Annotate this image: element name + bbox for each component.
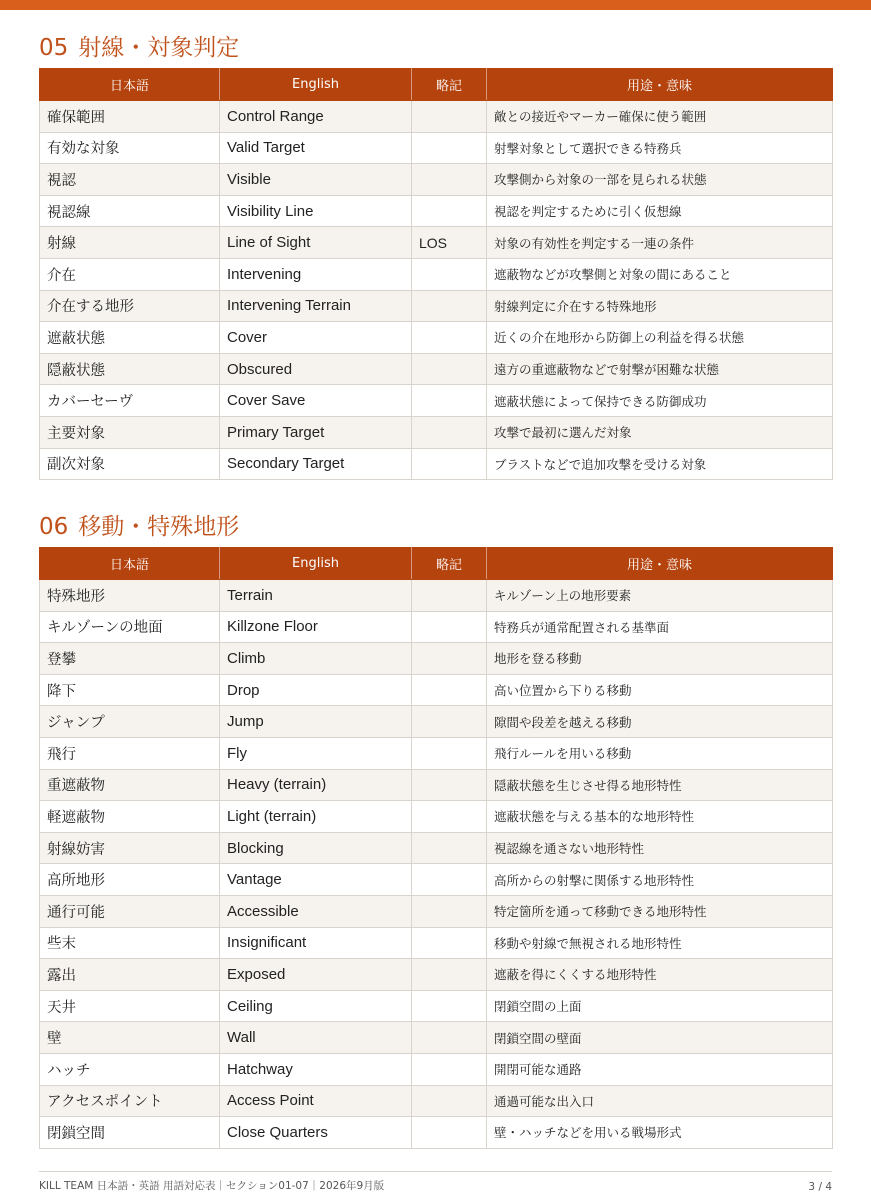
- term-abbreviation: [412, 385, 487, 417]
- term-english: Killzone Floor: [220, 611, 412, 643]
- term-abbreviation: [412, 448, 487, 480]
- term-meaning: 近くの介在地形から防御上の利益を得る状態: [487, 322, 833, 354]
- term-japanese: 特殊地形: [40, 580, 220, 612]
- term-english: Close Quarters: [220, 1117, 412, 1149]
- term-abbreviation: [412, 769, 487, 801]
- term-english: Ceiling: [220, 990, 412, 1022]
- term-english: Cover Save: [220, 385, 412, 417]
- term-abbreviation: [412, 322, 487, 354]
- term-english: Cover: [220, 322, 412, 354]
- term-japanese: 重遮蔽物: [40, 769, 220, 801]
- term-meaning: 飛行ルールを用いる移動: [487, 737, 833, 769]
- term-meaning: 特務兵が通常配置される基準面: [487, 611, 833, 643]
- table-row: [40, 706, 833, 738]
- table-row: [40, 927, 833, 959]
- term-abbreviation: [412, 290, 487, 322]
- term-abbreviation: [412, 801, 487, 833]
- term-abbreviation: [412, 611, 487, 643]
- term-meaning: 移動や射線で無視される地形特性: [487, 927, 833, 959]
- section-heading: 移動・特殊地形: [78, 514, 240, 540]
- table-row: [40, 448, 833, 480]
- term-english: Vantage: [220, 864, 412, 896]
- term-japanese: 副次対象: [40, 448, 220, 480]
- term-abbreviation: [412, 195, 487, 227]
- term-english: Intervening Terrain: [220, 290, 412, 322]
- term-abbreviation: [412, 927, 487, 959]
- term-japanese: 天井: [40, 990, 220, 1022]
- term-english: Wall: [220, 1022, 412, 1054]
- term-japanese: 軽遮蔽物: [40, 801, 220, 833]
- term-english: Line of Sight: [220, 227, 412, 259]
- term-english: Secondary Target: [220, 448, 412, 480]
- term-english: Terrain: [220, 580, 412, 612]
- header-japanese: 日本語: [40, 548, 220, 580]
- section-05: [39, 28, 832, 480]
- term-japanese: キルゾーンの地面: [40, 611, 220, 643]
- term-abbreviation: [412, 990, 487, 1022]
- table-row: [40, 353, 833, 385]
- term-japanese: 主要対象: [40, 416, 220, 448]
- table-row: [40, 132, 833, 164]
- glossary-table: [39, 68, 833, 480]
- section-title: [39, 507, 832, 547]
- term-abbreviation: [412, 353, 487, 385]
- table-row: [40, 864, 833, 896]
- term-meaning: 閉鎖空間の上面: [487, 990, 833, 1022]
- term-japanese: 介在する地形: [40, 290, 220, 322]
- term-japanese: 遮蔽状態: [40, 322, 220, 354]
- term-abbreviation: [412, 706, 487, 738]
- table-row: [40, 643, 833, 675]
- table-header-row: [40, 69, 833, 101]
- term-meaning: 遮蔽を得にくくする地形特性: [487, 959, 833, 991]
- table-row: [40, 164, 833, 196]
- table-row: [40, 1117, 833, 1149]
- section-heading: 射線・対象判定: [78, 35, 240, 61]
- term-japanese: 高所地形: [40, 864, 220, 896]
- term-english: Hatchway: [220, 1053, 412, 1085]
- term-english: Blocking: [220, 832, 412, 864]
- table-header-row: [40, 548, 833, 580]
- term-japanese: 射線妨害: [40, 832, 220, 864]
- term-japanese: アクセスポイント: [40, 1085, 220, 1117]
- term-abbreviation: [412, 643, 487, 675]
- table-row: [40, 769, 833, 801]
- table-row: [40, 1053, 833, 1085]
- term-meaning: 視認線を通さない地形特性: [487, 832, 833, 864]
- table-row: [40, 416, 833, 448]
- table-row: [40, 990, 833, 1022]
- term-english: Valid Target: [220, 132, 412, 164]
- table-row: [40, 580, 833, 612]
- term-japanese: 些末: [40, 927, 220, 959]
- term-english: Visible: [220, 164, 412, 196]
- term-japanese: 射線: [40, 227, 220, 259]
- table-row: [40, 895, 833, 927]
- term-japanese: 有効な対象: [40, 132, 220, 164]
- term-abbreviation: [412, 416, 487, 448]
- term-japanese: 登攀: [40, 643, 220, 675]
- term-meaning: 射線判定に介在する特殊地形: [487, 290, 833, 322]
- table-row: [40, 385, 833, 417]
- term-english: Exposed: [220, 959, 412, 991]
- term-japanese: 降下: [40, 674, 220, 706]
- term-japanese: ジャンプ: [40, 706, 220, 738]
- term-meaning: 遮蔽物などが攻撃側と対象の間にあること: [487, 258, 833, 290]
- term-meaning: 高い位置から下りる移動: [487, 674, 833, 706]
- term-abbreviation: [412, 580, 487, 612]
- header-meaning: 用途・意味: [487, 69, 833, 101]
- term-meaning: 高所からの射撃に関係する地形特性: [487, 864, 833, 896]
- term-abbreviation: [412, 1117, 487, 1149]
- term-meaning: 遠方の重遮蔽物などで射撃が困難な状態: [487, 353, 833, 385]
- term-english: Heavy (terrain): [220, 769, 412, 801]
- term-japanese: 壁: [40, 1022, 220, 1054]
- term-english: Obscured: [220, 353, 412, 385]
- term-meaning: 敵との接近やマーカー確保に使う範囲: [487, 101, 833, 133]
- term-meaning: 隙間や段差を越える移動: [487, 706, 833, 738]
- term-abbreviation: [412, 959, 487, 991]
- term-abbreviation: [412, 674, 487, 706]
- page-footer: [39, 1171, 832, 1193]
- term-meaning: 攻撃で最初に選んだ対象: [487, 416, 833, 448]
- term-english: Light (terrain): [220, 801, 412, 833]
- footer-document-title: KILL TEAM 日本語・英語 用語対応表｜セクション01-07｜2026年9月版: [39, 1180, 385, 1192]
- table-row: [40, 611, 833, 643]
- term-japanese: 飛行: [40, 737, 220, 769]
- table-row: [40, 101, 833, 133]
- term-abbreviation: [412, 132, 487, 164]
- term-abbreviation: [412, 1022, 487, 1054]
- term-abbreviation: [412, 1053, 487, 1085]
- term-abbreviation: [412, 101, 487, 133]
- term-japanese: 視認: [40, 164, 220, 196]
- page-number: 3 / 4: [808, 1181, 832, 1193]
- term-english: Insignificant: [220, 927, 412, 959]
- term-japanese: 隠蔽状態: [40, 353, 220, 385]
- glossary-table: [39, 547, 833, 1149]
- section-title: [39, 28, 832, 68]
- term-english: Access Point: [220, 1085, 412, 1117]
- table-row: [40, 258, 833, 290]
- section-number: 06: [39, 514, 69, 540]
- term-japanese: 確保範囲: [40, 101, 220, 133]
- term-abbreviation: [412, 164, 487, 196]
- term-english: Fly: [220, 737, 412, 769]
- header-english: English: [220, 69, 412, 101]
- term-english: Control Range: [220, 101, 412, 133]
- term-meaning: 射撃対象として選択できる特務兵: [487, 132, 833, 164]
- term-meaning: 攻撃側から対象の一部を見られる状態: [487, 164, 833, 196]
- term-english: Climb: [220, 643, 412, 675]
- term-meaning: 隠蔽状態を生じさせ得る地形特性: [487, 769, 833, 801]
- table-row: [40, 959, 833, 991]
- term-meaning: 遮蔽状態によって保持できる防御成功: [487, 385, 833, 417]
- term-english: Intervening: [220, 258, 412, 290]
- table-row: [40, 674, 833, 706]
- term-abbreviation: [412, 737, 487, 769]
- term-english: Primary Target: [220, 416, 412, 448]
- term-japanese: 露出: [40, 959, 220, 991]
- section-06: [39, 507, 832, 1149]
- table-row: [40, 737, 833, 769]
- term-abbreviation: [412, 895, 487, 927]
- term-meaning: 対象の有効性を判定する一連の条件: [487, 227, 833, 259]
- term-meaning: 遮蔽状態を与える基本的な地形特性: [487, 801, 833, 833]
- table-row: [40, 1085, 833, 1117]
- term-japanese: カバーセーヴ: [40, 385, 220, 417]
- header-abbreviation: 略記: [412, 69, 487, 101]
- term-japanese: 閉鎖空間: [40, 1117, 220, 1149]
- term-english: Drop: [220, 674, 412, 706]
- term-meaning: 壁・ハッチなどを用いる戦場形式: [487, 1117, 833, 1149]
- term-meaning: 閉鎖空間の壁面: [487, 1022, 833, 1054]
- term-meaning: キルゾーン上の地形要素: [487, 580, 833, 612]
- header-abbreviation: 略記: [412, 548, 487, 580]
- term-english: Visibility Line: [220, 195, 412, 227]
- term-japanese: 通行可能: [40, 895, 220, 927]
- table-row: [40, 322, 833, 354]
- term-meaning: 開閉可能な通路: [487, 1053, 833, 1085]
- term-meaning: 地形を登る移動: [487, 643, 833, 675]
- section-number: 05: [39, 35, 69, 61]
- term-japanese: 介在: [40, 258, 220, 290]
- table-row: [40, 195, 833, 227]
- table-row: [40, 290, 833, 322]
- term-meaning: 特定箇所を通って移動できる地形特性: [487, 895, 833, 927]
- term-abbreviation: [412, 832, 487, 864]
- term-japanese: 視認線: [40, 195, 220, 227]
- term-meaning: 視認を判定するために引く仮想線: [487, 195, 833, 227]
- term-abbreviation: [412, 1085, 487, 1117]
- term-abbreviation: LOS: [412, 227, 487, 259]
- header-english: English: [220, 548, 412, 580]
- table-row: [40, 801, 833, 833]
- term-meaning: ブラストなどで追加攻撃を受ける対象: [487, 448, 833, 480]
- term-japanese: ハッチ: [40, 1053, 220, 1085]
- top-accent-bar: [0, 0, 871, 10]
- table-row: [40, 1022, 833, 1054]
- term-english: Jump: [220, 706, 412, 738]
- term-abbreviation: [412, 864, 487, 896]
- term-meaning: 通過可能な出入口: [487, 1085, 833, 1117]
- header-japanese: 日本語: [40, 69, 220, 101]
- term-abbreviation: [412, 258, 487, 290]
- header-meaning: 用途・意味: [487, 548, 833, 580]
- table-row: [40, 227, 833, 259]
- table-row: [40, 832, 833, 864]
- term-english: Accessible: [220, 895, 412, 927]
